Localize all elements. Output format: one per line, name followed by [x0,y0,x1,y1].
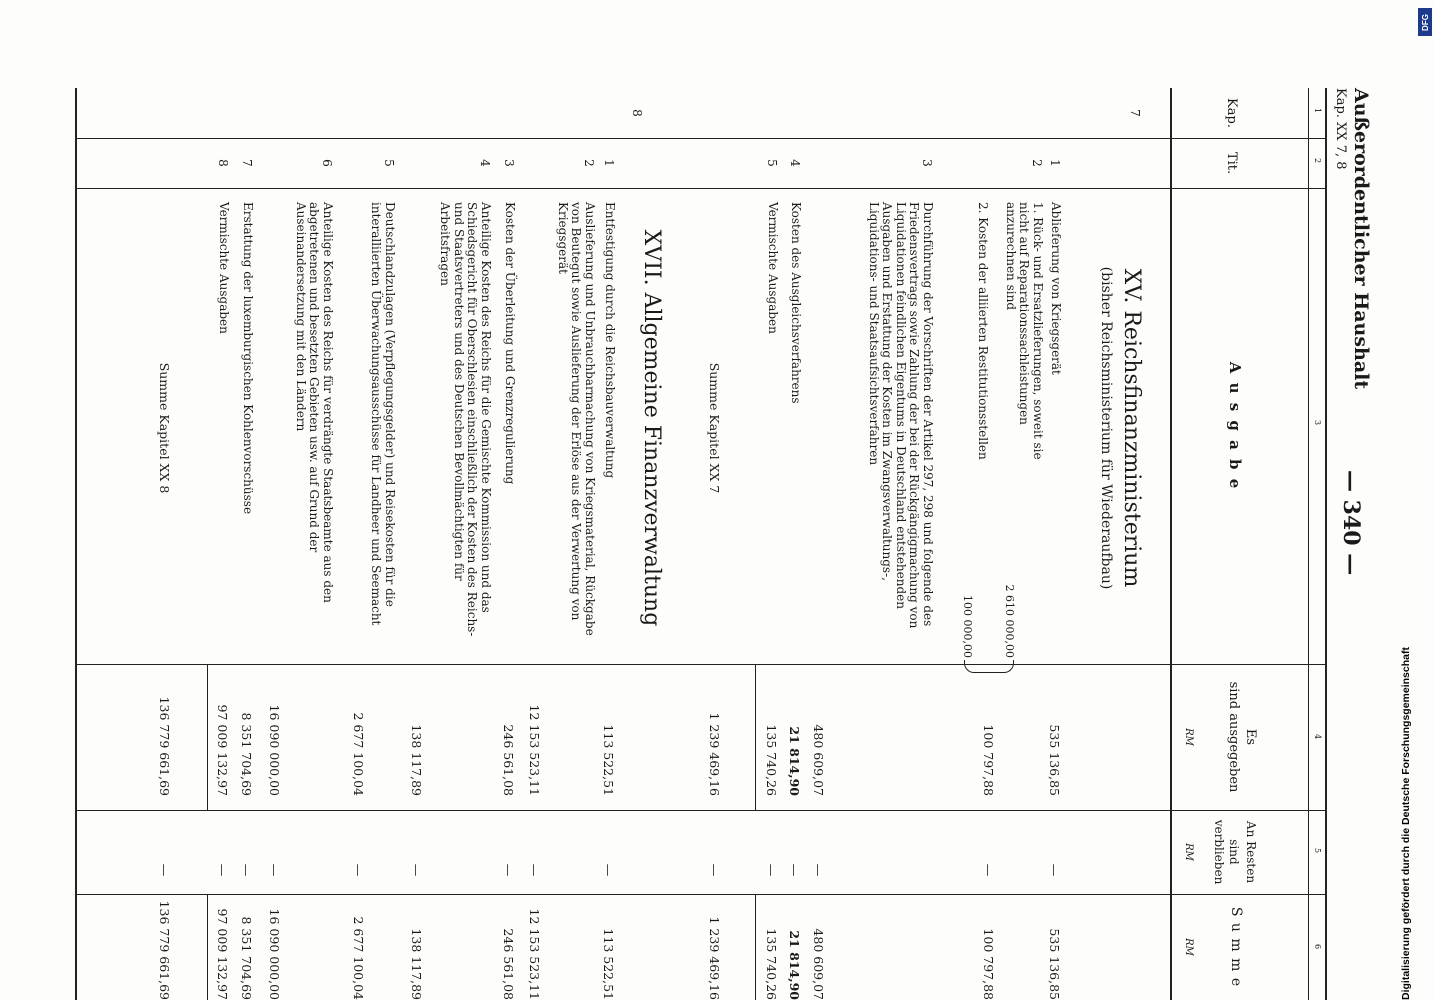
header-chapter: Kap. XX 7, 8 [1333,88,1348,170]
kap-7-row-2-rest: — [981,863,996,877]
header-col5-line2: sind verblieben [1212,819,1241,885]
kap-7-row-4-sum: 21 814,90 [787,930,802,1000]
kap-7-row-2a-sub: 2 610 000,00 [1003,584,1016,658]
page-number: — 340 — [1338,470,1364,576]
dfg-watermark-text: Digitalisierung gefördert durch die Deutsche Forschungsgemeinschaft [1400,647,1412,1000]
kap-8-title: XVII. Allgemeine Finanzverwaltung [639,229,664,627]
header-col4-line2: sind ausgegeben [1226,681,1241,793]
kap-8-row-5-spent: 2 677 100,04 [351,712,366,796]
colnum-rule [1308,88,1309,1000]
header-col4-line1: Es [1243,728,1258,746]
kap-7-row-2b-sub: 100 000,00 [961,595,974,658]
kap-8-sum-rule-4 [207,664,208,810]
kap-7-row-3-rest: — [811,863,826,877]
kap-7-row-5-text: Vermischte Ausgaben [766,202,780,334]
colnum-5: 5 [1313,848,1322,854]
kap-7-row-2b-text: 2. Kosten der alliierten Restitutionsstellen [976,202,990,460]
header-ausgabe: A u s g a b e [1226,361,1244,491]
header-kap: Kap. [1224,98,1239,128]
kap-7-sum-rule-4 [755,664,756,810]
kap-7-subtitle: (bisher Reichsministerium für Wiederaufbau) [1098,266,1114,590]
colnum-3: 3 [1313,420,1322,426]
kap-8-tit-6: 6 [320,159,334,167]
kap-8-tit-5: 5 [382,159,396,167]
kap-7-sum-spent: 1 239 469,16 [707,712,722,796]
kap-7-row-4-text: Kosten des Ausgleichsverfahrens [789,202,803,404]
kap-8-tit-2: 2 [582,159,596,167]
col-sep-3 [77,664,1327,665]
kap-7-sum-rule-6 [755,894,756,1000]
kap-8-tit-4: 4 [478,159,492,167]
kap-8-row-2-rest: — [527,863,542,877]
kap-7-row-2-sum: 100 797,88 [981,928,996,1000]
colnum-2: 2 [1313,158,1322,164]
header-bottom-rule [1170,88,1172,1000]
kap-8-row-3-spent: 246 561,08 [501,724,516,796]
kap-7-number: 7 [1128,109,1142,117]
dfg-logo: DFG [1418,8,1432,36]
kap-7-row-5-sum: 135 740,26 [764,928,779,1000]
kap-7-tit-5: 5 [765,159,779,167]
kap-8-row-4-rest: — [409,863,424,877]
header-col5-line1: An Resten [1244,820,1258,884]
header-col4-unit: RM [1183,728,1194,746]
col-sep-4 [77,810,1327,811]
kap-7-tit-4: 4 [788,159,802,167]
kap-7-row-3-sum: 480 609,07 [811,928,826,1000]
kap-8-row-7-text: Erstattung der luxemburgischen Kohlenvorschüsse [241,202,255,515]
kap-8-row-1-text: Entfestigung durch die Reichsbauverwaltung [603,202,617,479]
header-col6-unit: RM [1183,938,1194,956]
kap-7-row-3-text: Durchführung der Vorschriften der Artikel 297, 298 und folgende des Friedensvertrags sowie Zahlung der bei der Rückgängigmachung von Liquidationen feindlichen Eigentums in Deutschland entstehenden Ausgaben und Erstattung der Kosten im Zwangsverwaltungs-, Liquidations- und Staatsaufsichtsverfahren [867,202,935,629]
colnum-6: 6 [1313,944,1322,950]
kap-8-row-1-spent: 113 522,51 [601,724,616,796]
kap-8-row-1-sum: 113 522,51 [601,928,616,1000]
kap-8-row-4-spent: 138 117,89 [409,724,424,796]
kap-7-sum-label: Summe Kapitel XX 7 [707,362,722,494]
kap-8-row-1-rest: — [601,863,616,877]
dfg-watermark [1400,0,1426,1000]
kap-8-row-6-text: Anteilige Kosten des Reichs für verdrängte Staatsbeamte aus den abgetretenen und besetzten Gebieten usw. auf Grund der Auseinandersetzung mit den Ländern [294,202,335,603]
kap-8-row-3-rest: — [501,863,516,877]
kap-7-row-1-text: Ablieferung von Kriegsgerät [1049,202,1063,375]
kap-7-row-2-spent: 100 797,88 [981,724,996,796]
kap-8-sum-rule-6 [207,894,208,1000]
kap-8-row-8-text: Vermischte Ausgaben [217,202,231,334]
kap-8-row-6-spent: 16 090 000,00 [267,704,282,796]
kap-8-sum-spent: 136 779 661,69 [157,696,172,796]
kap-8-row-2-spent: 12 153 523,11 [527,704,542,796]
kap-8-tit-7: 7 [240,159,254,167]
kap-7-sum-rest: — [707,863,722,877]
kap-7-tit-2: 2 [1030,159,1044,167]
kap-8-row-8-spent: 97 009 132,97 [215,704,230,796]
kap-7-row-2a-text: 1. Rück- und Ersatzlieferungen, soweit sie nicht auf Reparationssachleistungen anzurechnen sind [1004,202,1045,460]
kap-8-row-5-rest: — [351,863,366,877]
col-sep-2 [77,188,1327,189]
header-col5-unit: RM [1183,843,1194,861]
kap-7-tit-3: 3 [920,159,934,167]
kap-8-tit-1: 1 [602,159,616,167]
kap-8-tit-3: 3 [502,159,516,167]
kap-8-row-6-sum: 16 090 000,00 [267,908,282,1000]
colnum-4: 4 [1313,734,1322,740]
kap-7-row-1-sum: 535 136,85 [1047,928,1062,1000]
kap-8-row-5-sum: 2 677 100,04 [351,916,366,1000]
header-tit: Tit. [1224,151,1239,175]
table-bottom-rule [75,88,77,1000]
header-col6: S u m m e [1228,906,1244,988]
table-top-rule [1325,88,1327,1000]
kap-8-row-8-sum: 97 009 132,97 [215,908,230,1000]
colnum-1: 1 [1313,108,1322,114]
kap-8-sum-rest: — [157,863,172,877]
kap-8-tit-8: 8 [216,159,230,167]
col-sep-5 [77,894,1327,895]
kap-8-number: 8 [630,109,644,117]
kap-8-row-3-text: Kosten der Überleitung und Grenzregulierung [503,202,517,485]
kap-8-row-3-sum: 246 561,08 [501,928,516,1000]
kap-7-tit-1: 1 [1048,159,1062,167]
kap-8-row-7-spent: 8 351 704,69 [239,712,254,796]
kap-7-row-3-spent: 480 609,07 [811,724,826,796]
kap-7-row-4-rest: — [787,863,802,877]
brace [964,660,1014,673]
kap-7-row-5-spent: 135 740,26 [764,724,779,796]
kap-8-row-7-rest: — [239,863,254,877]
kap-8-row-2-text: Auslieferung und Unbrauchbarmachung von Kriegsmaterial, Rückgabe von Beutegut sowie Auslieferung der Erlöse aus der Verwertung von Kriegsgerät [556,202,597,636]
kap-7-sum-total: 1 239 469,16 [707,916,722,1000]
kap-7-title: XV. Reichsfinanzministerium [1119,268,1144,588]
kap-8-row-5-text: Deutschlandzulagen (Verpflegungsgelder) und Reisekosten für die interalliierten Überwachungsausschüsse für Landheer und Seemacht [369,202,397,626]
kap-8-row-4-text: Anteilige Kosten des Reichs für die Gemischte Kommission und das Schiedsgericht für Oberschlesien einschließlich der Kosten des Reichs- und Staatsvertreters und des Deutschen Bevollmächtigten für Arbeitsfragen [438,202,493,637]
kap-7-row-1-rest: — [1047,863,1062,877]
kap-7-row-5-rest: — [764,863,779,877]
kap-7-row-1-spent: 535 136,85 [1047,724,1062,796]
kap-8-sum-total: 136 779 661,69 [157,900,172,1000]
kap-8-row-6-rest: — [267,863,282,877]
kap-8-row-7-sum: 8 351 704,69 [239,916,254,1000]
kap-8-row-2-sum: 12 153 523,11 [527,908,542,1000]
col-sep-1 [77,138,1327,139]
header-title: Außerordentlicher Haushalt [1350,88,1372,390]
kap-8-row-4-sum: 138 117,89 [409,928,424,1000]
kap-8-sum-label: Summe Kapitel XX 8 [157,362,172,494]
kap-8-row-8-rest: — [215,863,230,877]
kap-7-row-4-spent: 21 814,90 [787,726,802,796]
